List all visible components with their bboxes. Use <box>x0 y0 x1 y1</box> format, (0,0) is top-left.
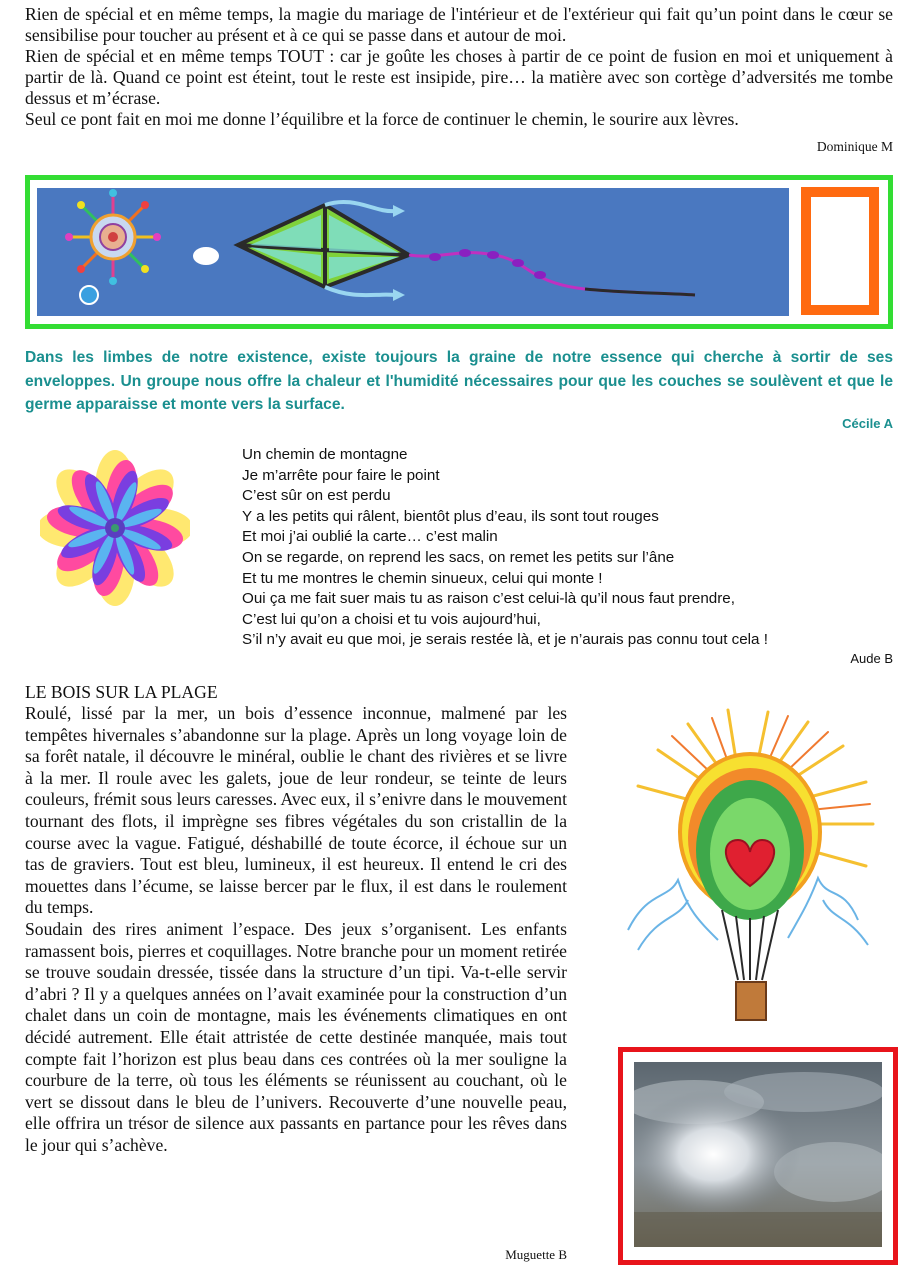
poem-line: Je m’arrête pour faire le point <box>242 466 440 484</box>
intro-line-2: Rien de spécial et en même temps TOUT : car je goûte les choses à partir de ce point de fusion en moi et uniquement à partir de là. Quand ce point est éteint, tout le reste est insipide, pire… la matière avec son cortège d’adversités me tombe dessus et m’écrase. <box>25 46 893 108</box>
poem-line: C’est sûr on est perdu <box>242 487 391 505</box>
poem-line: Un chemin de montagne <box>242 446 408 463</box>
cecile-author: Cécile A <box>842 416 893 431</box>
intro-line-1: Rien de spécial et en même temps, la magie du mariage de l'intérieur et de l'extérieur qui fait qu’un point dans le cœur se sensibilise pour toucher au présent et à ce qui se passe dans et autour de moi. <box>25 4 893 45</box>
balloon-heart-icon <box>618 700 886 1030</box>
story-body <box>25 703 567 1156</box>
poem-line: Y a les petits qui râlent, bientôt plus d’eau, ils sont tout rouges <box>242 507 659 525</box>
mandala-icon <box>65 189 161 285</box>
poem-line: C’est lui qu’on a choisi et tu vois aujourd’hui, <box>242 610 541 628</box>
spiral-flower-drawing <box>40 448 190 608</box>
water-photo-frame <box>618 1047 898 1265</box>
balloon-drawing <box>618 700 886 1030</box>
poem-line: On se regarde, on reprend les sacs, on remet les petits sur l’âne <box>242 548 675 566</box>
intro-author: Dominique M <box>816 139 893 154</box>
spiral-flower-icon <box>40 448 190 608</box>
poem-line: Et tu me montres le chemin sinueux, celui qui monte ! <box>242 569 603 587</box>
poem <box>242 445 872 651</box>
intro-line-3: Seul ce pont fait en moi me donne l’équilibre et la force de continuer le chemin, le sourire aux lèvres. <box>25 109 739 129</box>
cecile-text: Dans les limbes de notre existence, existe toujours la graine de notre essence qui cherche à sortir de ses enveloppes. Un groupe nous offre la chaleur et l'humidité nécessaires pour que les couches se soulèvent et que le germe apparaisse et monte vers la surface. <box>25 349 893 413</box>
poem-line: S’il n’y avait eu que moi, je serais restée là, et je n’aurais pas connu tout cela ! <box>242 631 768 649</box>
kite-banner <box>25 175 893 329</box>
poem-author: Aude B <box>850 651 893 666</box>
story-paragraph-1: Roulé, lissé par la mer, un bois d’essence inconnue, malmené par les tempêtes hivernales s’abandonne sur la plage. Après un long voyage loin de sa forêt natale, il découvre le minéral, oublie le chant des rivières et se livre à la mer. Il roule avec les galets, joue de leur rondeur, se teinte de leurs couleurs, frémit sous leurs caresses. Avec eux, il s’enivre dans le mouvement tournant des flots, il imprègne ses fibres végétales du son cristallin de la course avec la vague. Fatigué, déshabillé de toute écorce, il échoue sur un tas de graviers. Tout est bleu, lumineux, il est heureux. Il entend le cri des mouettes dans l’écume, se laisse bercer par le flux, il est dans le roulement du temps. <box>25 703 567 918</box>
moon-icon <box>193 247 219 265</box>
intro-text <box>25 4 893 130</box>
poem-line: Et moi j’ai oublié la carte… c’est malin <box>242 528 498 546</box>
kite-banner-art <box>25 175 893 329</box>
story-paragraph-2: Soudain des rires animent l’espace. Des jeux s’organisent. Les enfants ramassent bois, pierres et coquillages. Notre branche pour un moment retirée se trouve soudain dressée, tissée dans la structure d’un tipi. Va-t-elle servir d’abri ? Il y a quelques années on l’avait examinée pour la construction d’un chalet dans un coin de montagne, mais les événements climatiques en ont décidé autrement. Elle était attristée de cette destinée manquée, mais tout compte fait l’horizon est plus beau dans ces contrées où la mer souligne la courbure de la terre, où tous les éléments se réunissent au couchant, où le vert se dissout dans le bleu de l’univers. Recouverte d’une nouvelle peau, elle offrira un trésor de silence aux passants en partance pour les rêves dans le jour qui s’achève. <box>25 918 567 1155</box>
story-title: LE BOIS SUR LA PLAGE <box>25 682 218 702</box>
water-reflection-photo <box>634 1062 882 1247</box>
poem-line: Oui ça me fait suer mais tu as raison c’est celui-là qu’il nous faut prendre, <box>242 590 735 608</box>
story-author: Muguette B <box>505 1247 567 1262</box>
